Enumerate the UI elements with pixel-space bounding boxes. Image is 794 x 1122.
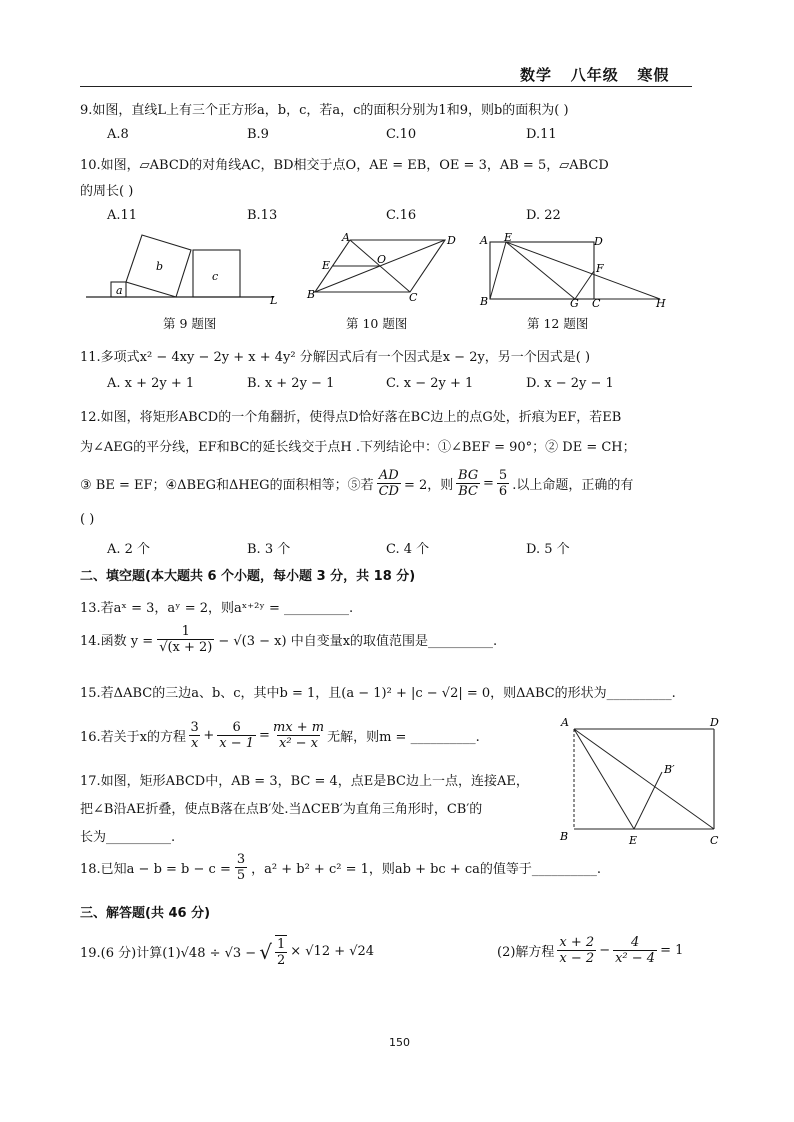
fig10-label-e: E (322, 259, 331, 272)
fig12-label-g: G (570, 297, 579, 308)
q9-option-d: D.11 (526, 127, 557, 142)
fig10-label-c: C (409, 291, 418, 304)
q11-option-b: B. x + 2y − 1 (247, 376, 335, 391)
q12-line1: 12.如图，将矩形ABCD的一个角翻折，使得点D恰好落在BC边上的点G处，折痕为EF，若EB (80, 410, 622, 425)
q11-option-c: C. x − 2y + 1 (386, 376, 474, 391)
q9-option-a: A.8 (107, 127, 129, 142)
q14-frac-num: 1 (181, 624, 190, 639)
q17-line3: 长为__________. (80, 830, 176, 845)
fig17-label-c: C (710, 834, 719, 847)
q12-frac1-num: AD (378, 468, 399, 483)
q12-line3-b: = 2，则 (403, 478, 454, 493)
q16-f3-num: mx + m (272, 720, 325, 735)
fig17-label-e: E (629, 834, 638, 847)
q12-line3-d: .以上命题，正确的有 (512, 478, 634, 493)
q12-frac2-den: BC (458, 484, 478, 499)
fig12-label-d: D (594, 235, 603, 248)
q12-frac3-den: 6 (498, 484, 508, 499)
fig17-segment-ae (574, 729, 634, 829)
header-subject (520, 64, 669, 85)
fig10-label-b: B (307, 288, 316, 301)
q14-part-b: − √(3 − x) 中自变量x的取值范围是__________. (218, 634, 498, 649)
fig12-segment-eb (490, 242, 506, 299)
fig17-label-b-prime: B′ (664, 763, 675, 776)
page-number: 150 (389, 1036, 410, 1049)
section-3-heading: 三、解答题(共 46 分) (80, 906, 211, 921)
q16-f1-den: x (191, 736, 199, 751)
q11-stem: 11.多项式x² − 4xy − 2y + x + 4y² 分解因式后有一个因式是x − 2y，另一个因式是( ) (80, 350, 591, 365)
q18-stem (80, 852, 601, 883)
fig17-segment-eb-prime (634, 772, 662, 829)
fig12-label-c: C (592, 297, 601, 308)
q10-option-d: D. 22 (526, 208, 561, 223)
fig10-label-a: A (342, 231, 350, 244)
q12-line3 (80, 468, 633, 499)
q18-fraction (235, 852, 247, 883)
q19-part1-frac-den: 2 (276, 953, 286, 968)
q19-part1-frac-num: 1 (276, 937, 286, 952)
q18-part-b: ，a² + b² + c² = 1，则ab + bc + ca的值等于__________. (251, 862, 602, 877)
q12-option-d: D. 5 个 (526, 542, 570, 557)
q18-frac-num: 3 (236, 852, 246, 867)
q16-plus: + (203, 728, 215, 743)
q17-line2: 把∠B沿AE折叠，使点B落在点B′处.当ΔCEB′为直角三角形时，CB′的 (80, 802, 483, 817)
fig12-segment-eh (506, 242, 660, 299)
q12-line3-c: = (483, 476, 494, 491)
fig12-segment-fg (575, 271, 594, 299)
q19-part2 (497, 935, 683, 966)
q9-stem: 9.如图，直线L上有三个正方形a，b，c，若a，c的面积分别为1和9，则b的面积为( ) (80, 103, 569, 118)
fig12-caption: 第 12 题图 (527, 316, 589, 331)
q17-line1: 17.如图，矩形ABCD中，AB = 3，BC = 4，点E是BC边上一点，连接AE， (80, 774, 529, 789)
fig12-label-a: A (480, 234, 488, 247)
fig10-label-o: O (377, 253, 387, 266)
q10-stem-line2: 的周长( ) (80, 184, 134, 199)
q12-fraction-ad-cd (377, 468, 401, 499)
fig9-label-a: a (116, 284, 123, 297)
q11-option-d: D. x − 2y − 1 (526, 376, 614, 391)
q16-f2-num: 6 (232, 720, 241, 735)
fig10-caption: 第 10 题图 (346, 316, 408, 331)
q14-frac-den: √(x + 2) (159, 640, 213, 655)
q18-frac-den: 5 (236, 868, 246, 883)
q10-option-a: A.11 (107, 208, 138, 223)
figure-12 (476, 230, 671, 308)
section-2-heading: 二、填空题(本大题共 6 个小题，每小题 3 分，共 18 分) (80, 569, 416, 584)
q19-part2-a: (2)解方程 (497, 945, 555, 960)
fig17-label-a: A (561, 716, 569, 729)
q19-part2-fraction-1 (557, 935, 596, 966)
q16-part-b: 无解，则m = __________. (327, 730, 480, 745)
q13-stem: 13.若aˣ = 3，aʸ = 2，则aˣ⁺²ʸ = __________. (80, 601, 354, 616)
q19-part1-fraction (275, 935, 287, 968)
q12-frac1-den: CD (378, 484, 399, 499)
q19-part2-minus: − (599, 943, 611, 958)
fig9-label-b: b (156, 260, 164, 273)
q12-option-c: C. 4 个 (386, 542, 430, 557)
fig9-label-l: L (270, 294, 278, 305)
fig12-label-b: B (480, 295, 489, 308)
fig17-label-b: B (560, 830, 569, 843)
q19-part2-fraction-2 (613, 935, 657, 966)
q19-part2-f1-den: x − 2 (559, 951, 595, 966)
fig12-segment-eg (506, 242, 575, 299)
fig12-label-h: H (656, 297, 666, 308)
header-rule (80, 86, 692, 87)
figure-17 (556, 712, 728, 852)
header-subject-text: 数学 (520, 66, 553, 84)
q19-part2-f1-num: x + 2 (559, 935, 595, 950)
q16-fraction-3 (273, 720, 324, 751)
fig9-caption: 第 9 题图 (163, 316, 217, 331)
q19-part1 (80, 935, 374, 968)
q12-option-a: A. 2 个 (107, 542, 151, 557)
q9-option-c: C.10 (386, 127, 417, 142)
q16-f3-den: x² − x (278, 736, 319, 751)
q12-line3-a: ③ BE = EF；④ΔBEG和ΔHEG的面积相等；⑤若 (80, 478, 374, 493)
fig12-label-f: F (596, 262, 604, 275)
q12-fraction-bg-bc (456, 468, 480, 499)
q15-stem: 15.若ΔABC的三边a、b、c，其中b = 1，且(a − 1)² + |c − √2| = 0，则ΔABC的形状为__________. (80, 686, 676, 701)
q12-option-b: B. 3 个 (247, 542, 291, 557)
q19-part2-f2-num: 4 (630, 935, 640, 950)
q9-option-b: B.9 (247, 127, 269, 142)
q16-part-a: 16.若关于x的方程 (80, 730, 187, 745)
q19-part1-b: × √12 + √24 (290, 944, 375, 959)
header-grade-text: 八年级 (570, 66, 619, 84)
fig17-diagonal-ac (574, 729, 714, 829)
q16-equals: = (259, 728, 270, 743)
q16-fraction-1 (189, 720, 200, 751)
fig17-label-d: D (710, 716, 719, 729)
q10-option-b: B.13 (247, 208, 278, 223)
q14-fraction (157, 624, 214, 655)
q12-fraction-5-6 (497, 468, 509, 499)
q16-f2-den: x − 1 (219, 736, 255, 751)
q12-frac2-num: BG (458, 468, 479, 483)
q14-stem (80, 624, 497, 655)
q12-line2: 为∠AEG的平分线，EF和BC的延长线交于点H .下列结论中：①∠BEF = 90°；② DE = CH； (80, 440, 636, 455)
figure-10 (304, 230, 464, 305)
fig9-label-c: c (212, 270, 219, 283)
q10-stem-line1: 10.如图，▱ABCD的对角线AC，BD相交于点O，AE = EB，OE = 3，AB = 5，▱ABCD (80, 158, 609, 173)
q12-line4: ( ) (80, 512, 95, 527)
q16-f1-num: 3 (190, 720, 199, 735)
q19-part2-b: = 1 (660, 943, 684, 958)
fig12-rectangle (490, 242, 594, 299)
q12-frac3-num: 5 (498, 468, 508, 483)
q19-part2-f2-den: x² − 4 (615, 951, 656, 966)
q19-part1-radical: √ (259, 939, 272, 964)
q19-part1-a: 19.(6 分)计算(1)√48 ÷ √3 − (80, 946, 257, 961)
fig12-label-e: E (504, 231, 513, 244)
q11-option-a: A. x + 2y + 1 (107, 376, 195, 391)
q10-option-c: C.16 (386, 208, 417, 223)
figure-9 (84, 230, 284, 305)
q18-part-a: 18.已知a − b = b − c = (80, 862, 231, 877)
q16-fraction-2 (217, 720, 256, 751)
header-term-text: 寒假 (637, 66, 670, 84)
q16-stem (80, 720, 480, 751)
fig10-label-d: D (447, 234, 456, 247)
q14-part-a: 14.函数 y = (80, 634, 154, 649)
